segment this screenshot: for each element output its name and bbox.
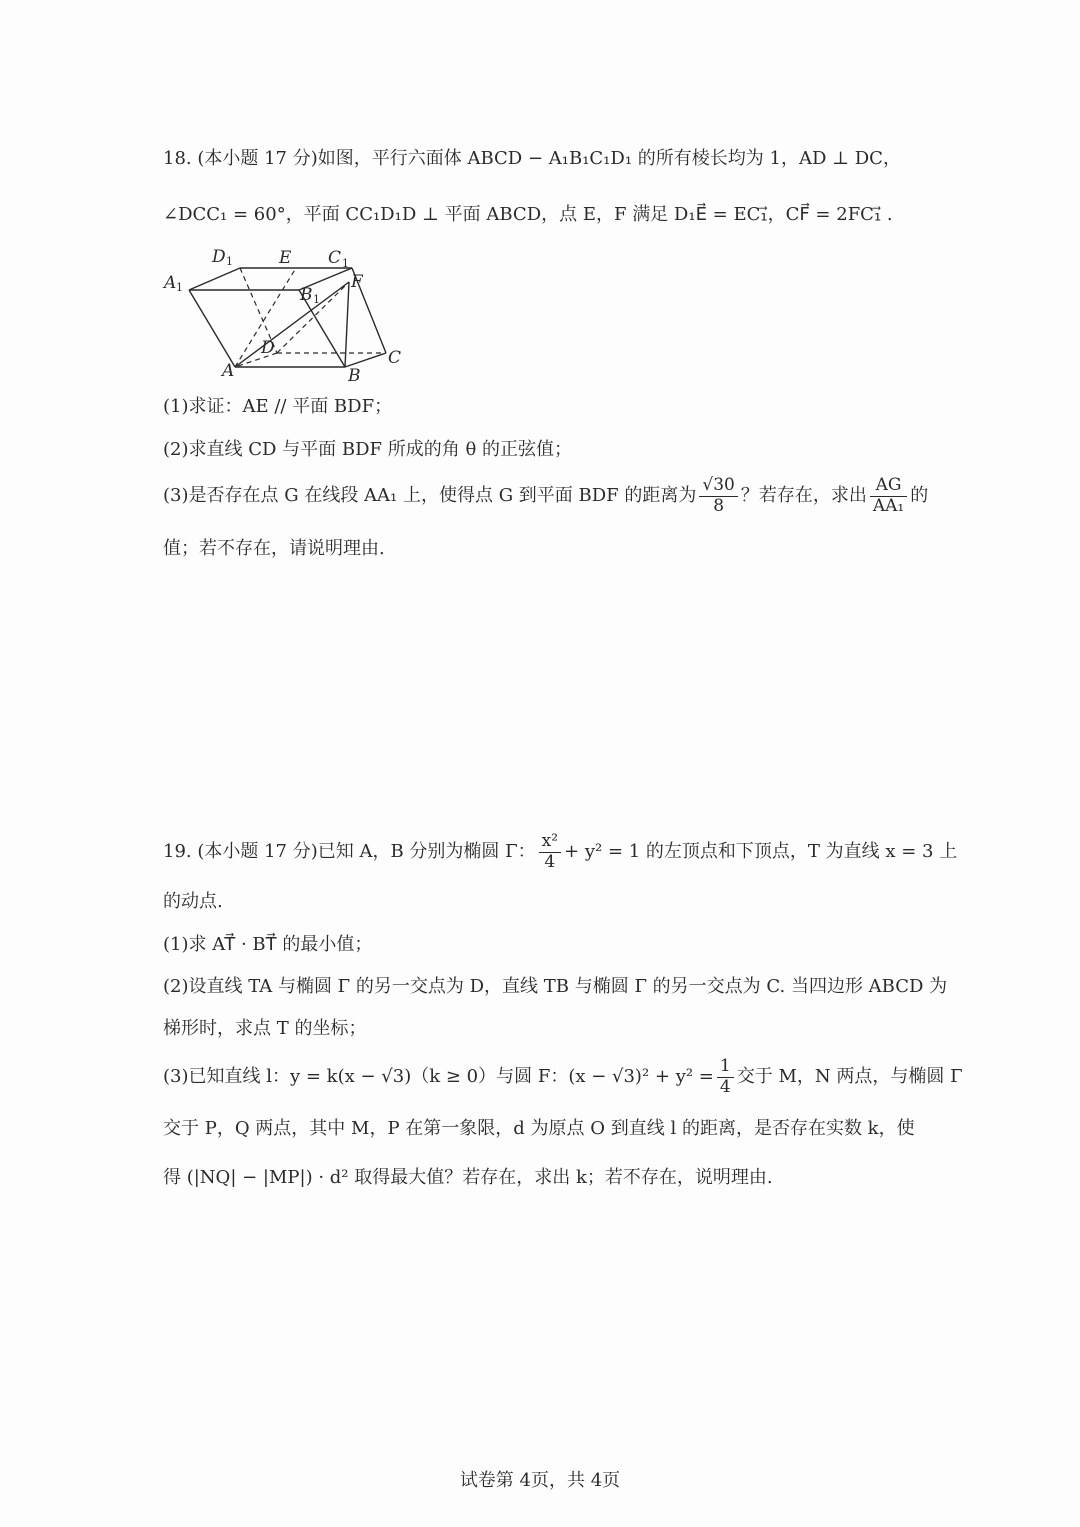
label-A1: A [164,273,177,293]
q18-part3-text-b: ？若存在，求出 [740,485,867,507]
q18-part3-line1 [163,476,928,516]
label-A: A [222,361,235,381]
label-B1-sub: 1 [313,293,320,306]
label-E: E [279,248,292,268]
ellipse-fraction-num: x² [539,832,561,853]
ellipse-fraction-den: 4 [544,851,556,872]
distance-fraction-num: √30 [699,476,737,497]
q19-line1-a: 19. (本小题 17 分)已知 A，B 分别为椭圆 Γ： [163,841,536,863]
ratio-fraction-num: AG [870,476,907,497]
label-D1: D [212,247,226,267]
q18-part3-line2: 值；若不存在，请说明理由. [163,538,385,559]
distance-fraction-den: 8 [713,495,725,516]
radius-fraction [717,1057,734,1097]
q19-line2: 的动点. [163,891,223,912]
q18-line2: ∠DCC₁ = 60°，平面 CC₁D₁D ⊥ 平面 ABCD，点 E，F 满足 D₁E⃗ = EC₁⃗，CF⃗ = 2FC₁⃗ . [163,204,893,225]
q19-part3-line3: 得 (|NQ| − |MP|) · d² 取得最大值？若存在，求出 k；若不存在，说明理由. [163,1167,773,1188]
q19-line1 [163,832,957,872]
label-C1-sub: 1 [342,257,349,270]
label-B: B [348,366,361,386]
label-F: F [351,272,363,292]
q19-part3-a: (3)已知直线 l：y = k(x − √3)（k ≥ 0）与圆 F：(x − √3)² + y² = [163,1066,714,1088]
label-B1: B [300,285,313,305]
radius-fraction-den: 4 [719,1076,731,1097]
q19-line1-b: + y² = 1 的左顶点和下顶点，T 为直线 x = 3 上 [564,841,958,863]
radius-fraction-num: 1 [717,1057,734,1078]
q19-part2-line2: 梯形时，求点 T 的坐标； [163,1018,367,1039]
label-C: C [388,348,402,368]
label-D1-sub: 1 [226,255,233,268]
page-footer: 试卷第 4页，共 4页 [459,1470,621,1491]
q18-part2: (2)求直线 CD 与平面 BDF 所成的角 θ 的正弦值； [163,439,573,460]
q19-part3-line1 [163,1057,963,1097]
distance-fraction [699,476,737,516]
label-C1: C [328,248,342,268]
q19-part2-line1: (2)设直线 TA 与椭圆 Γ 的另一交点为 D，直线 TB 与椭圆 Γ 的另一交点为 C. 当四边形 ABCD 为 [163,976,948,997]
q18-part3-text-c: 的 [910,485,929,507]
q19-part3-b: 交于 M，N 两点，与椭圆 Γ [736,1066,963,1088]
parallelepiped-figure [160,243,410,392]
q19-part1: (1)求 AT⃗ · BT⃗ 的最小值； [163,934,373,955]
ellipse-fraction [539,832,561,872]
q18-line1: 18. (本小题 17 分)如图，平行六面体 ABCD − A₁B₁C₁D₁ 的所有棱长均为 1，AD ⊥ DC， [163,148,901,169]
parallelepiped-diagram [160,243,410,388]
label-D: D [261,338,275,358]
q19-part3-line2: 交于 P，Q 两点，其中 M，P 在第一象限，d 为原点 O 到直线 l 的距离，是否存在实数 k，使 [163,1118,915,1139]
ratio-fraction [870,476,907,516]
q18-part1: (1)求证：AE // 平面 BDF； [163,396,393,417]
label-A1-sub: 1 [176,281,183,294]
q18-part3-text-a: (3)是否存在点 G 在线段 AA₁ 上，使得点 G 到平面 BDF 的距离为 [163,485,697,507]
ratio-fraction-den: AA₁ [872,495,905,516]
